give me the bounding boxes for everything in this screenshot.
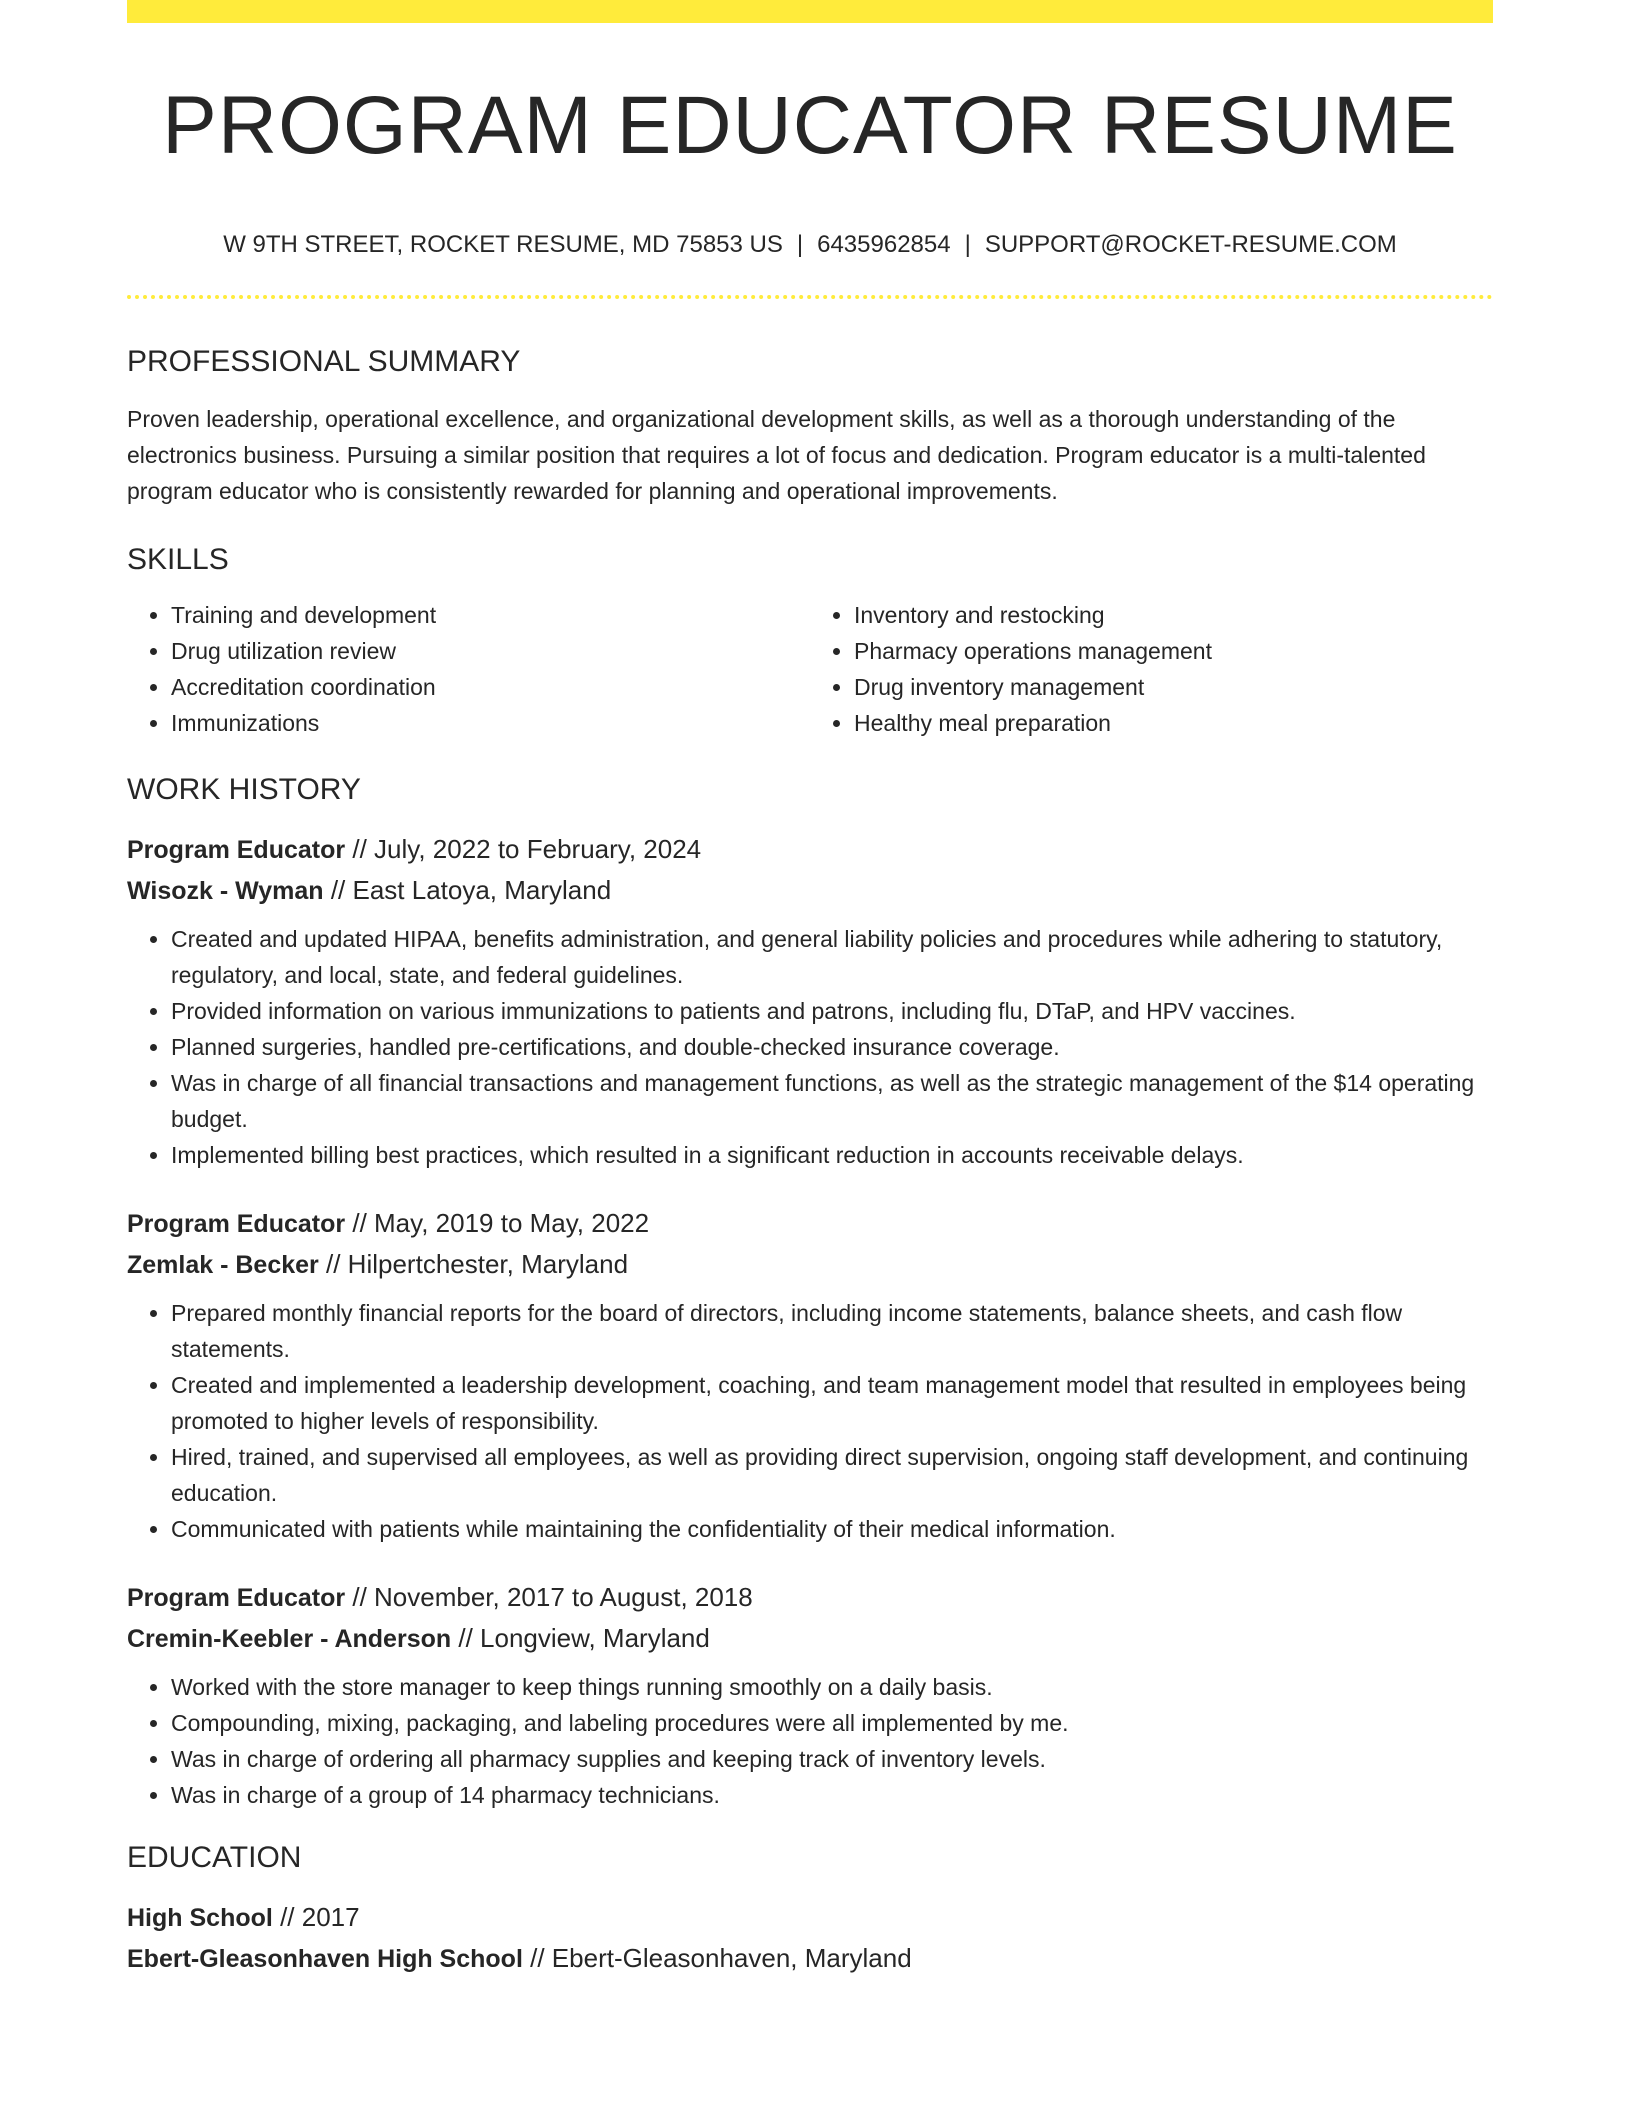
job-bullet: • Provided information on various immunizations to patients and patrons, including flu, DTaP, and HPV vaccines. [171, 993, 1493, 1029]
contact-phone: 6435962854 [817, 231, 951, 258]
education-entry [127, 1897, 1493, 1979]
summary-text: Proven leadership, operational excellence, and organizational development skills, as well as a thorough understanding of the electronics business. Pursuing a similar position that requires a lot of focus and dedication. Program educator is a multi-talented program educator who is consistently rewarded for planning and operational improvements. [127, 406, 1426, 504]
job-entry [127, 1203, 1493, 1547]
job-location: // Hilpertchester, Maryland [326, 1249, 629, 1279]
skill-item: • Drug inventory management [854, 669, 1493, 705]
job-title-line [127, 1203, 1493, 1244]
skills-column-left [127, 597, 810, 741]
job-bullet: • Implemented billing best practices, which resulted in a significant reduction in accounts receivable delays. [171, 1137, 1493, 1173]
job-bullet: • Hired, trained, and supervised all employees, as well as providing direct supervision, ongoing staff development, and continuing education. [171, 1439, 1493, 1511]
education-school-line [127, 1938, 1493, 1979]
job-dates: // May, 2019 to May, 2022 [352, 1208, 650, 1238]
job-bullet: • Planned surgeries, handled pre-certifications, and double-checked insurance coverage. [171, 1029, 1493, 1065]
skills-heading: SKILLS [127, 543, 229, 576]
skill-item: • Inventory and restocking [854, 597, 1493, 633]
job-bullets [127, 1669, 1493, 1813]
skills-list [127, 597, 1493, 741]
contact-separator: | [796, 231, 804, 258]
resume-title: PROGRAM EDUCATOR RESUME [162, 80, 1458, 171]
education-degree-line [127, 1897, 1493, 1938]
job-bullet: • Was in charge of ordering all pharmacy supplies and keeping track of inventory levels. [171, 1741, 1493, 1777]
skill-item: • Immunizations [171, 705, 810, 741]
job-company-line [127, 1244, 1493, 1285]
job-entry [127, 1577, 1493, 1813]
dotted-divider [127, 295, 1493, 299]
education-location: // Ebert-Gleasonhaven, Maryland [530, 1943, 912, 1973]
job-dates: // July, 2022 to February, 2024 [352, 834, 702, 864]
contact-line [127, 233, 1493, 257]
education-heading: EDUCATION [127, 1841, 302, 1874]
education-school: Ebert-Gleasonhaven High School [127, 1945, 523, 1973]
skill-item: • Healthy meal preparation [854, 705, 1493, 741]
job-title-line [127, 1577, 1493, 1618]
job-bullet: • Created and implemented a leadership development, coaching, and team management model that resulted in employees being promoted to higher levels of responsibility. [171, 1367, 1493, 1439]
contact-separator: | [964, 231, 971, 258]
contact-address: W 9TH STREET, ROCKET RESUME, MD 75853 US [223, 231, 783, 258]
job-company: Cremin-Keebler - Anderson [127, 1625, 452, 1653]
resume-page [127, 0, 1493, 1979]
job-bullet: • Prepared monthly financial reports for the board of directors, including income statements, balance sheets, and cash flow statements. [171, 1295, 1493, 1367]
skill-item: • Pharmacy operations management [854, 633, 1493, 669]
job-bullets [127, 1295, 1493, 1547]
education-year: // 2017 [280, 1902, 360, 1932]
job-title: Program Educator [127, 1210, 346, 1238]
contact-email: SUPPORT@ROCKET-RESUME.COM [984, 231, 1397, 258]
job-bullet: • Was in charge of all financial transactions and management functions, as well as the strategic management of the $14 operating budget. [171, 1065, 1493, 1137]
work-history-heading: WORK HISTORY [127, 773, 361, 806]
skill-item: • Accreditation coordination [171, 669, 810, 705]
job-dates: // November, 2017 to August, 2018 [352, 1582, 753, 1612]
education-degree: High School [127, 1904, 273, 1932]
job-company-line [127, 870, 1493, 911]
job-title-line [127, 829, 1493, 870]
job-company: Wisozk - Wyman [127, 877, 324, 905]
skill-item: • Drug utilization review [171, 633, 810, 669]
top-accent-bar [127, 0, 1493, 23]
skill-item: • Training and development [171, 597, 810, 633]
job-bullet: • Communicated with patients while maintaining the confidentiality of their medical information. [171, 1511, 1493, 1547]
job-bullets [127, 921, 1493, 1173]
job-company: Zemlak - Becker [127, 1251, 319, 1279]
job-company-line [127, 1618, 1493, 1659]
job-bullet: • Worked with the store manager to keep things running smoothly on a daily basis. [171, 1669, 1493, 1705]
job-bullet: • Created and updated HIPAA, benefits administration, and general liability policies and procedures while adhering to statutory, regulatory, and local, state, and federal guidelines. [171, 921, 1493, 993]
job-location: // East Latoya, Maryland [330, 875, 612, 905]
job-bullet: • Was in charge of a group of 14 pharmacy technicians. [171, 1777, 1493, 1813]
job-bullet: • Compounding, mixing, packaging, and labeling procedures were all implemented by me. [171, 1705, 1493, 1741]
job-title: Program Educator [127, 836, 346, 864]
job-title: Program Educator [127, 1584, 346, 1612]
skills-column-right [810, 597, 1493, 741]
job-location: // Longview, Maryland [458, 1623, 710, 1653]
summary-heading: PROFESSIONAL SUMMARY [127, 345, 521, 378]
job-entry [127, 829, 1493, 1173]
